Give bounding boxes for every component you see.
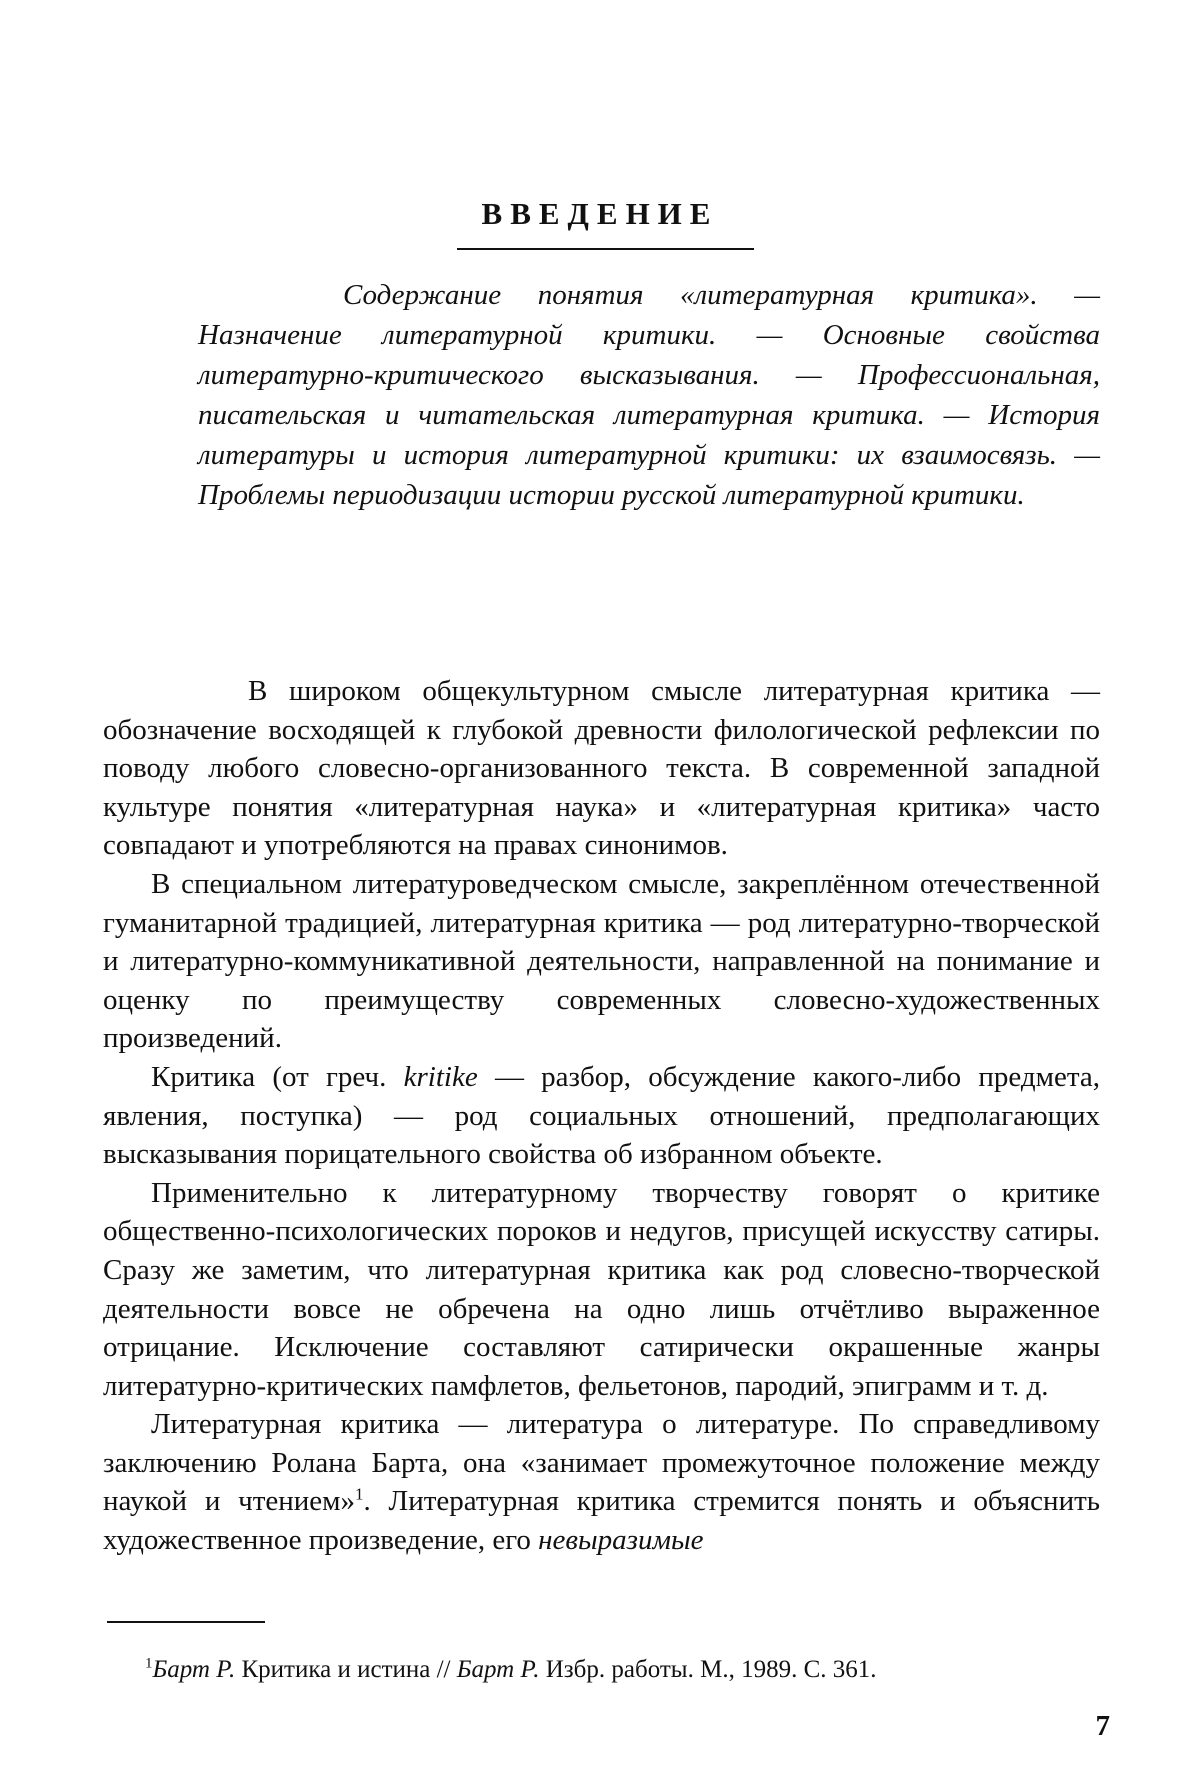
greek-term: kritike [403,1060,478,1093]
footnote-author: Барт Р. [152,1656,236,1683]
heading-underline [457,248,754,250]
paragraph-5-start: Литературная критика — литература о литературе. По справедливому заключению Ролана Барта, она «занимает промежуточное положение между наукой и чтением» [103,1408,1100,1518]
paragraph-3-start: Критика (от греч. [151,1060,404,1093]
footnote-reference[interactable]: 1 [355,1484,364,1504]
footnote-title: Критика и истина // [235,1656,457,1683]
page-number: 7 [1095,1710,1110,1742]
paragraph-5 [103,1405,1100,1559]
paragraph-1: В широком общекультурном смысле литературная критика — обозначение восходящей к глубокой древности филологической рефлексии по поводу любого словесно-организованного текста. В современной западной культуре понятия «литературная наука» и «литературная критика» часто совпадают и употребляются на правах синонимов. [103,675,1100,862]
paragraph-3-end: — разбор, обсуждение какого-либо предмета, явления, поступка) — род социальных отношений, предполагающих высказывания порицательного свойства об избранном объекте. [103,1060,1101,1171]
paragraph-4: Применительно к литературному творчеству говорят о критике общественно-психологических пороков и недугов, присущей искусству сатиры. Сразу же заметим, что литературная критика как род словесно-творческой деятельности вовсе не обречена на одно лишь отчётливо выраженное отрицание. Исключение составляют сатирически окрашенные жанры литературно-критических памфлетов, фельетонов, пародий, эпиграмм и т. д. [103,1176,1100,1402]
chapter-epigraph: Содержание понятия «литературная критика». — Назначение литературной критики. — Основные свойства литературно-критического высказывания. — Профессиональная, писательская и читательская литературная критика. — История литературы и история литературной критики: их взаимосвязь. — Проблемы периодизации истории русской литературной критики. [198,279,1100,511]
footnote-source: Избр. работы. М., 1989. С. 361. [539,1656,877,1683]
footnote-number: 1 [145,1655,153,1672]
paragraph-5-middle: . Литературная критика стремится понять и объяснить художественное произведение, его [103,1485,1100,1557]
footnote-separator [107,1621,265,1623]
body-text [103,672,1100,1560]
footnote-author-2: Барт Р. [456,1656,540,1683]
footnote [145,1655,1075,1685]
paragraph-2: В специальном литературоведческом смысле, закреплённом отечественной гуманитарной традицией, литературная критика — род литературно-творческой и литературно-коммуникативной деятельности, направленной на понимание и оценку по преимуществу современных словесно-художественных произведений. [103,867,1100,1055]
chapter-heading: ВВЕДЕНИЕ [481,196,719,231]
emphasized-word: невыразимые [538,1524,704,1557]
paragraph-3 [103,1058,1100,1174]
